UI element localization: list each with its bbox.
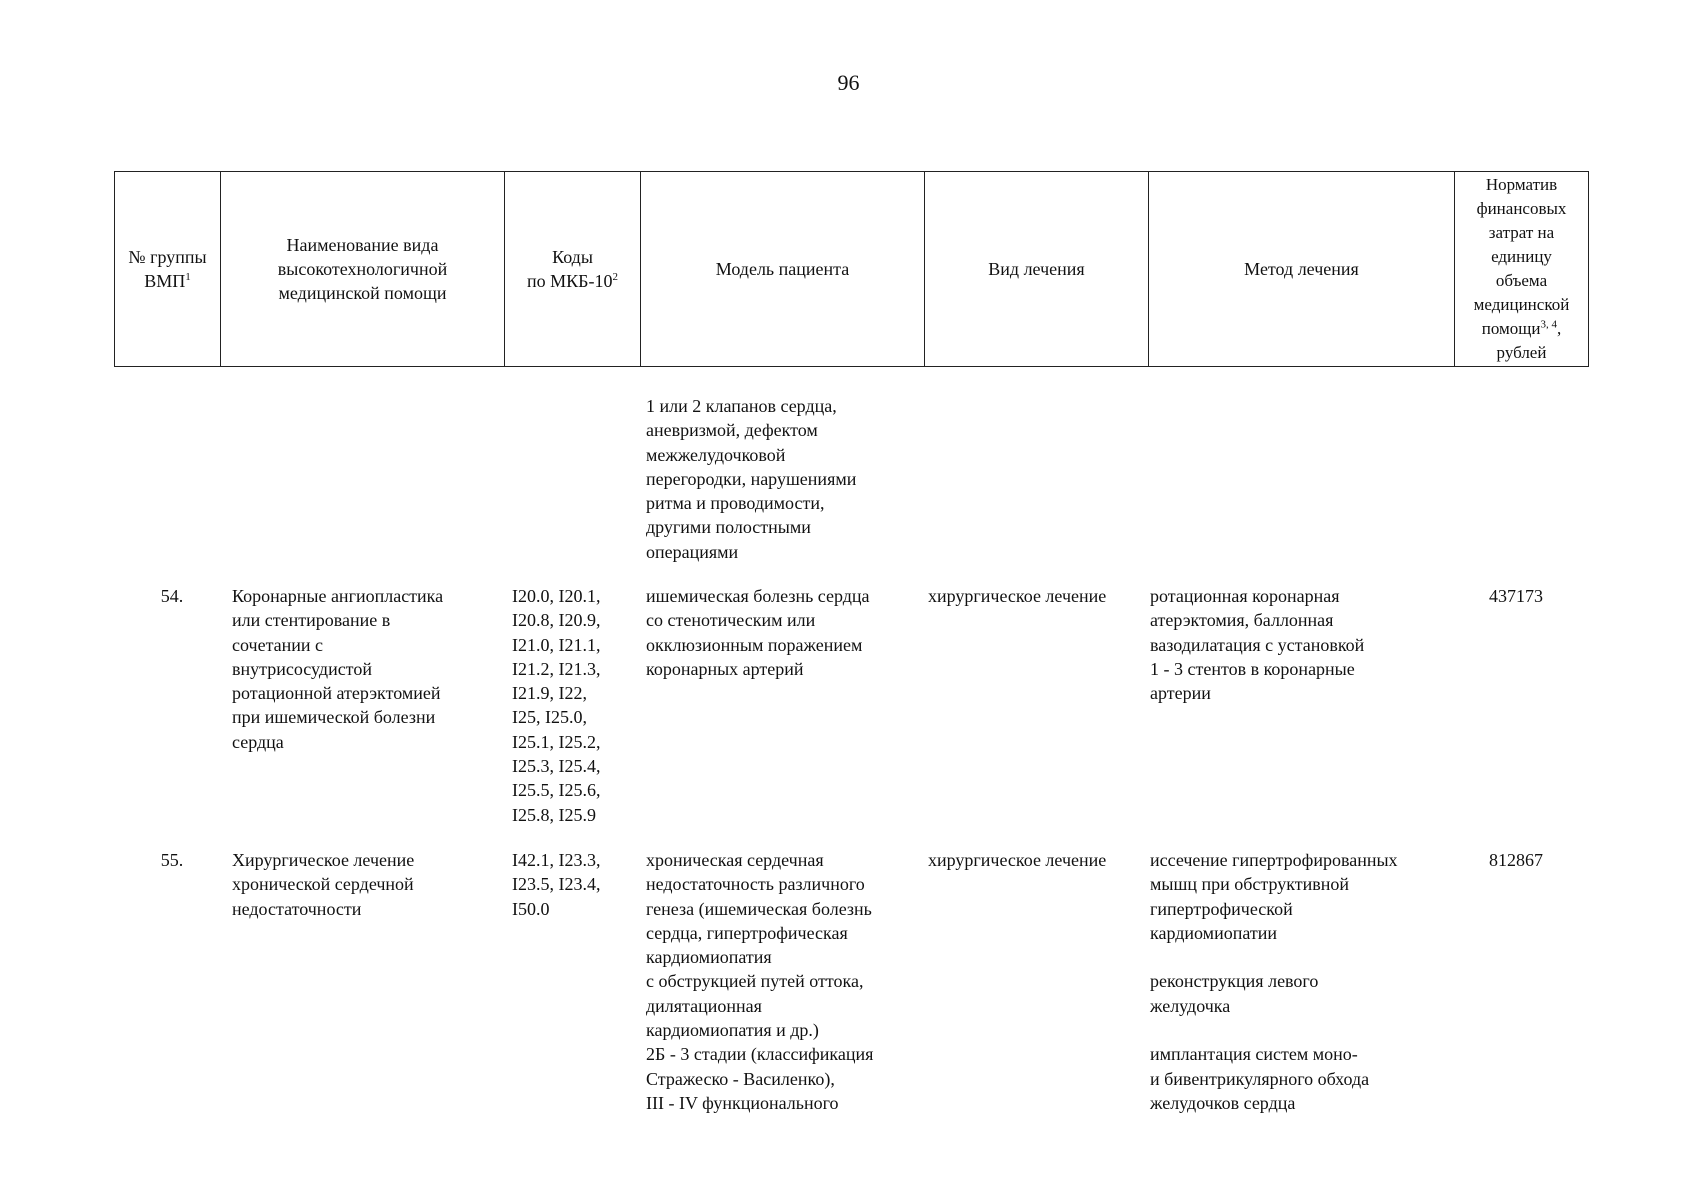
footnote-3-4-marker: 3, 4 (1540, 318, 1557, 331)
patient-model: хроническая сердечная недостаточность различного генеза (ишемическая болезнь сердца, гипертрофическая кардиомиопатия с обструкцией путей оттока, дилятационная кардиомиопатия и др.) 2Б - 3 стадии (классификация Стражеско - Василенко), III - IV функционального (646, 850, 874, 1113)
continued-patient-model: 1 или 2 клапанов сердца, аневризмой, дефектом межжелудочковой перегородки, нарушениями ритма и проводимости, другими полостными операциями (646, 396, 857, 562)
icd-codes: I42.1, I23.3, I23.5, I23.4, I50.0 (512, 850, 601, 919)
row-number: 54. (160, 586, 184, 606)
header-patient-model: Модель пациента (641, 172, 925, 367)
header-treatment-type: Вид лечения (925, 172, 1149, 367)
care-type-name: Хирургическое лечение хронической сердечной недостаточности (232, 850, 415, 919)
footnote-1-marker: 1 (185, 271, 191, 283)
care-type-name: Коронарные ангиопластика или стентирование в сочетании с внутрисосудистой ротационной атерэктомией при ишемической болезни сердца (232, 586, 444, 752)
cost-standard: 437173 (1489, 586, 1543, 606)
cost-standard: 812867 (1489, 850, 1543, 870)
row-number: 55. (160, 850, 184, 870)
treatment-type: хирургическое лечение (928, 586, 1107, 606)
header-cost-standard: Норматив финансовых затрат на единицу объема медицинской помощи$^{3, 4}$, рублей (1455, 172, 1589, 367)
header-care-type-name: Наименование вида высокотехнологичной медицинской помощи (221, 172, 505, 367)
header-group-number: № группы ВМП$^1$ (115, 172, 221, 367)
page-number: 96 (837, 70, 860, 95)
footnote-2-marker: 2 (612, 271, 618, 283)
header-icd-codes: Коды по МКБ-$10^2$ (505, 172, 641, 367)
treatment-method: ротационная коронарная атерэктомия, баллонная вазодилатация с установкой 1 - 3 стентов в коронарные артерии (1150, 586, 1365, 704)
treatment-type: хирургическое лечение (928, 850, 1107, 870)
patient-model: ишемическая болезнь сердца со стенотическим или окклюзионным поражением коронарных артерий (646, 586, 870, 679)
icd-codes: I20.0, I20.1, I20.8, I20.9, I21.0, I21.1, I21.2, I21.3, I21.9, I22, I25, I25.0, I25.1, I25.2, I25.3, I25.4, I25.5, I25.6, I25.8, I25.9 (512, 586, 601, 825)
treatment-method: иссечение гипертрофированных мышц при обструктивной гипертрофической кардиомиопатии реконструкция левого желудочка имплантация систем моно- и бивентрикулярного обхода желудочков сердца (1150, 850, 1398, 1113)
header-treatment-method: Метод лечения (1149, 172, 1455, 367)
